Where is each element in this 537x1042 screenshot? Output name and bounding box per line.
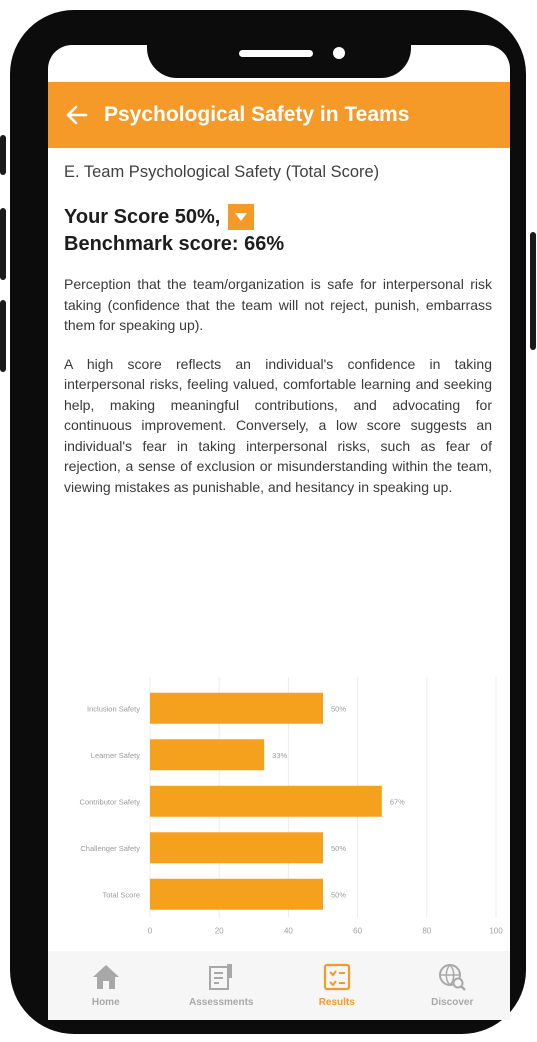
interpretation-paragraph: A high score reflects an individual's confidence in taking interpersonal risks, feeling valued, comfortable learning and seeking help, making meaningful contributions, and advocating for continuous improvement. Conversely, a low score suggests an individual's fear in taking interpersonal risks, such as fear of rejection, a sense of exclusion or misunderstanding within the team, viewing mistakes as punishable, and hesitancy in speaking up.	[64, 355, 492, 495]
notch	[147, 28, 411, 78]
chart-category-label: Learner Safety	[90, 750, 140, 760]
bottom-navigation	[48, 951, 510, 1020]
chart-value-label: 50%	[331, 890, 347, 900]
side-button-volume-down	[0, 300, 6, 372]
chart-tick-label: 80	[422, 926, 432, 936]
score-down-arrow-icon	[228, 204, 254, 230]
speaker	[239, 50, 313, 57]
camera	[333, 47, 345, 59]
chart-value-label: 67%	[389, 797, 405, 807]
chart-value-label: 33%	[272, 750, 288, 760]
chart-tick-label: 0	[147, 926, 153, 936]
nav-assessments[interactable]	[164, 951, 280, 1020]
nav-results-label: Results	[318, 997, 355, 1008]
chart-category-label: Total Score	[102, 890, 140, 900]
side-button-power	[530, 232, 536, 350]
results-icon	[321, 961, 353, 993]
description-paragraph: Perception that the team/organization is safe for interpersonal risk taking (confidence that the team will not reject, punish, embarrass them for speaking up).	[64, 276, 492, 333]
chart-bar	[150, 786, 382, 817]
section-title: E. Team Psychological Safety (Total Score)	[64, 163, 380, 181]
chart-category-label: Challenger Safety	[80, 843, 140, 853]
score-bar-chart	[48, 645, 510, 936]
chart-value-label: 50%	[331, 843, 347, 853]
your-score	[64, 204, 492, 230]
nav-discover-label: Discover	[431, 997, 474, 1008]
chart-bar	[150, 832, 323, 863]
chart-bar	[150, 739, 264, 770]
phone-frame	[10, 10, 526, 1034]
nav-home-label: Home	[91, 997, 120, 1008]
page-title: Psychological Safety in Teams	[104, 103, 410, 126]
app-screen	[48, 45, 510, 1020]
chart-tick-label: 40	[283, 926, 293, 936]
chart-value-label: 50%	[331, 704, 347, 714]
chart-tick-label: 60	[353, 926, 363, 936]
back-arrow-icon[interactable]	[64, 103, 88, 127]
app-header	[48, 82, 510, 148]
nav-assessments-label: Assessments	[189, 997, 254, 1008]
benchmark-score: Benchmark score: 66%	[64, 233, 285, 255]
side-button-volume-up	[0, 208, 6, 280]
result-content	[64, 157, 492, 497]
chart-bar	[150, 693, 323, 724]
nav-home[interactable]	[48, 951, 164, 1020]
nav-discover[interactable]	[395, 951, 511, 1020]
chart-tick-label: 100	[489, 926, 503, 936]
chart-tick-label: 20	[214, 926, 224, 936]
home-icon	[90, 961, 122, 993]
nav-results[interactable]	[279, 951, 395, 1020]
discover-icon	[436, 961, 468, 993]
your-score-text: Your Score 50%,	[64, 205, 221, 228]
side-button-silent	[0, 135, 6, 175]
chart-category-label: Inclusion Safety	[87, 704, 140, 714]
assessments-icon	[205, 961, 237, 993]
chart-category-label: Contributor Safety	[79, 797, 140, 807]
chart-bar	[150, 879, 323, 910]
